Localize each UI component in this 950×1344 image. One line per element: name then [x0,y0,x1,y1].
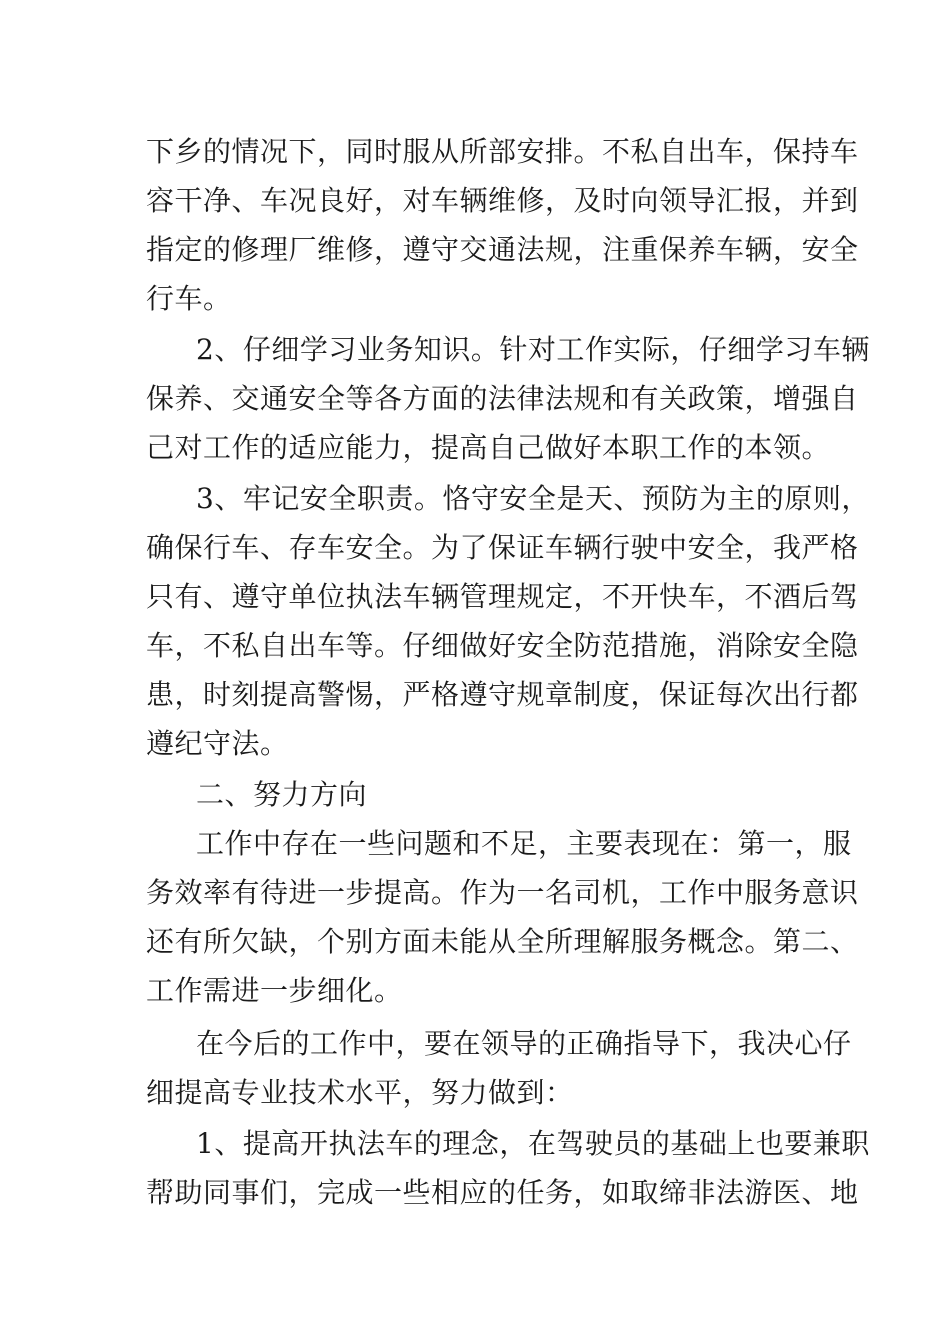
text-line: 容干净、车况良好，对车辆维修，及时向领导汇报，并到 [146,184,859,217]
text-line: 保养、交通安全等各方面的法律法规和有关政策，增强自 [146,382,859,415]
text-line: 己对工作的适应能力，提高自己做好本职工作的本领。 [146,431,831,464]
paragraph-start-line: 工作中存在一些问题和不足，主要表现在：第一，服 [196,827,852,860]
paragraph-start-line: 1、提高开执法车的理念，在驾驶员的基础上也要兼职 [196,1127,870,1160]
paragraph-start-line: 在今后的工作中，要在领导的正确指导下，我决心仔 [196,1027,852,1060]
text-line: 只有、遵守单位执法车辆管理规定，不开快车，不酒后驾 [146,580,859,613]
paragraph-start-line: 2、仔细学习业务知识。针对工作实际，仔细学习车辆 [196,333,870,366]
text-line: 还有所欠缺，个别方面未能从全所理解服务概念。第二、 [146,925,859,958]
text-line: 车，不私自出车等。仔细做好安全防范措施，消除安全隐 [146,629,859,662]
text-line: 确保行车、存车安全。为了保证车辆行驶中安全，我严格 [146,531,859,564]
text-line: 患，时刻提高警惕，严格遵守规章制度，保证每次出行都 [146,678,859,711]
text-line: 下乡的情况下，同时服从所部安排。不私自出车，保持车 [146,135,859,168]
text-line: 行车。 [146,282,232,315]
text-line: 细提高专业技术水平，努力做到： [146,1076,574,1109]
text-line: 指定的修理厂维修，遵守交通法规，注重保养车辆，安全 [146,233,859,266]
text-line: 工作需进一步细化。 [146,974,403,1007]
section-heading: 二、努力方向 [196,778,368,811]
paragraph-start-line: 3、牢记安全职责。恪守安全是天、预防为主的原则， [196,482,870,515]
text-line: 遵纪守法。 [146,727,289,760]
text-line: 务效率有待进一步提高。作为一名司机，工作中服务意识 [146,876,859,909]
text-line: 帮助同事们，完成一些相应的任务，如取缔非法游医、地 [146,1176,859,1209]
